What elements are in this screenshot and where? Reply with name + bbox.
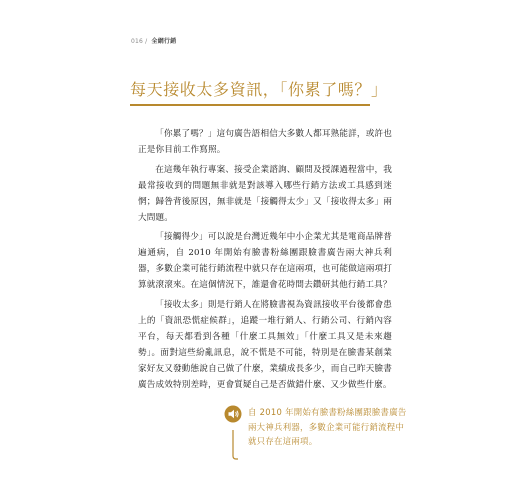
paragraph: 在這幾年執行專案、接受企業諮詢、顧問及授課過程當中，我最常接收到的問題無非就是對該導入哪些行銷方法或工具感到迷惘；歸咎背後原因，無非就是「接觸得太少」又「接收得太多」兩大問題。 <box>138 164 392 223</box>
running-head-separator: / <box>145 38 148 45</box>
title-underline <box>130 104 370 106</box>
callout-bracket <box>224 425 238 465</box>
book-title: 全網行銷 <box>151 38 177 45</box>
running-head <box>131 36 176 45</box>
article-body <box>138 127 392 398</box>
paragraph: 「你累了嗎？」這句廣告語相信大多數人都耳熟能詳，或許也正是你目前工作寫照。 <box>138 129 392 155</box>
page-number: 016 <box>131 38 144 45</box>
article-title: 每天接收太多資訊，「你累了嗎？」 <box>130 80 388 99</box>
paragraph: 「接收太多」則是行銷人在將臉書視為資訊接收平台後都會患上的「資訊恐慌症候群」，追蹤一堆行銷人、行銷公司、行銷內容平台，每天都看到各種「什麼工具無效」「什麼工具又是未來趨勢」。面對這些紛亂訊息，說不慌是不可能，特別是在臉書某創業家好友又發動態說自己做了什麼，業績成長多少，而自己昨天臉書廣告成效特別差時，更會質疑自己是否做錯什麼、又少做些什麼。 <box>138 300 392 390</box>
paragraph: 「接觸得少」可以說是台灣近幾年中小企業尤其是電商品牌普遍通病，自 2010 年開始有臉書粉絲團跟臉書廣告兩大神兵利器，多數企業可能行銷流程中就只存在這兩項，也可能做這兩項打算就滾滾來。在這個情況下，誰還會花時間去鑽研其他行銷工具？ <box>138 232 392 291</box>
speaker-icon <box>224 405 242 423</box>
callout-text: 自 2010 年開始有臉書粉絲團跟臉書廣告兩大神兵利器，多數企業可能行銷流程中就只存在這兩項。 <box>248 407 407 447</box>
article-title-block <box>130 79 420 101</box>
